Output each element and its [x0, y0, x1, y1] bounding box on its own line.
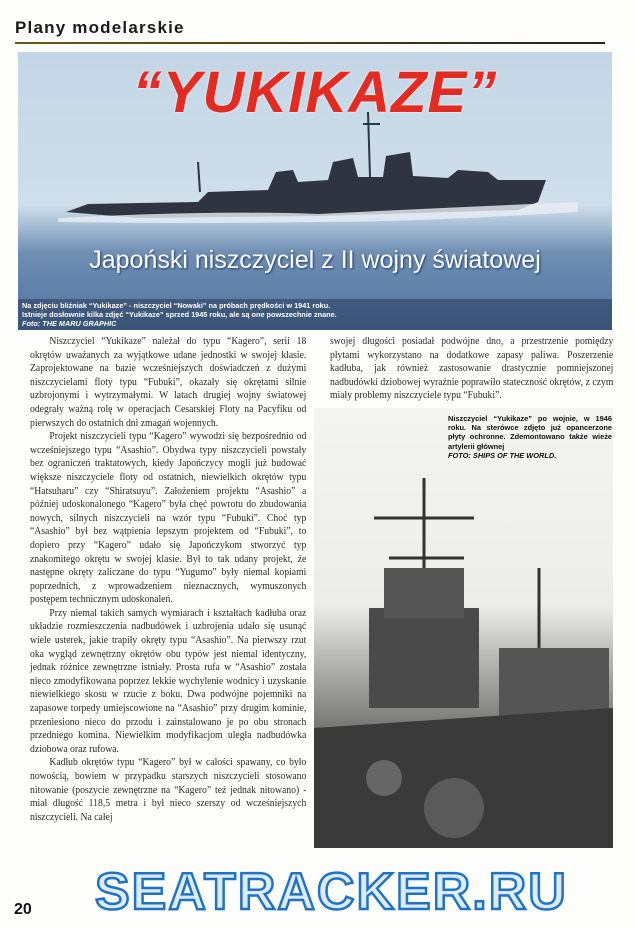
article-right-column: [330, 335, 613, 403]
article-subtitle: Japoński niszczyciel z II wojny światowej: [89, 246, 541, 274]
paragraph: Niszczyciel “Yukikaze” należał do typu “Kagero”, serii 18 okrętów uważanych za wyjątkowe udane jednostki w swojej klasie. Zaprojektowane na bazie wcześniejszych doświadczeń z dużymi niszczycielami floty typu “Fubuki”, okazały się okrętami silnie uzbrojonymi i wytrzymałymi. W latach drugiej wojny światowej odegrały ważną rolę w operacjach Cesarskiej Floty na Pacyfiku od pierwszych do ostatnich dni zmagań wojennych.: [30, 335, 307, 429]
article-title: “YUKIKAZE”: [132, 60, 498, 125]
hero-caption-line: Istnieje dosłownie kilka zdjęć “Yukikaze” sprzed 1945 roku, ale są one powszechnie znane.: [22, 310, 337, 319]
paragraph: Kadłub okrętów typu “Kagero” był w całości spawany, co było nowością, bowiem w przypadku starszych niszczycieli stosowano nitowanie (poszycie zewnętrzne na “Kagero” też jednak nitowano) - miał długość 118,5 metra i był nieco szerszy od wcześniejszych niszczycieli. Na całej: [30, 756, 307, 823]
watermark: SEATRACKER.RU: [95, 863, 568, 921]
hero-caption: [18, 299, 612, 330]
photo-caption: [448, 414, 612, 460]
hero-credit: Foto: THE MARU GRAPHIC: [22, 319, 117, 328]
page-number: 20: [14, 901, 32, 918]
destroyer-bow-photo: [314, 408, 613, 848]
postwar-photo: [314, 408, 613, 848]
paragraph: swojej długości posiadał podwójne dno, a przestrzenie pomiędzy płytami wykorzystano na dodatkowe zapasy paliwa. Poszerzenie kadłuba, jak również zastosowanie drastycznie pomniejszonej nadbudówki dziobowej wyraźnie poprawiło stateczność okrętów, z czym miały problemy niszczyciele typu “Fubuki”.: [330, 335, 614, 402]
photo-credit: FOTO: SHIPS OF THE WORLD.: [448, 450, 557, 460]
header-rule: [15, 42, 605, 44]
hero-caption-line: Na zdjęciu bliźniak “Yukikaze” - niszczyciel “Nowaki” na próbach prędkości w 1941 roku.: [22, 301, 331, 310]
paragraph: Przy niemal takich samych wymiarach i kształtach kadłuba oraz układzie rozmieszczenia nadbudówek i uzbrojenia udało się usunąć wiele usterek, jakie trapiły okręty typu “Asashio”. Na pierwszy rzut oka wygląd zewnętrzny okrętów obu typów jest niemal identyczny, jednak różnice zewnętrzne istniały. Prosta rufa w “Asashio” została nieco zmodyfikowana poprzez lekkie wychylenie wodnicy i uzyskanie niewielkiego skosu w rzucie z boku. Dwa podwójne pojemniki na zapasowe torpedy umiejscowione na “Asashio” przy drugim kominie, przeniesiono nieco do przodu i zainstalowano je po obu stronach przedniego komina. Niewielkim modyfikacjom uległa nadbudówka dziobowa oraz rufowa.: [30, 606, 307, 755]
article-left-column: [30, 335, 306, 824]
hero-photo: [18, 52, 612, 330]
paragraph: Projekt niszczycieli typu “Kagero” wywodzi się bezpośrednio od wcześniejszego typu “Asashio”. Obydwa typy niszczycieli powstały bez ograniczeń traktatowych, kiedy Japończycy mogli już budować większe niszczyciele floty od ostatnich, niewielkich okrętów typu “Hatsuharu” czy “Shiratsuyu”. Założeniem projektu “Asashio” a później udoskonalonego “Kagero” była chęć powrotu do zbudowania nowych, silnych niszczycieli na wzór typu “Fubuki”. Choć typ “Asashio” był bez wątpienia lepszym projektem od “Fubuki”, to dopiero przy “Kagero” udało się Japończykom stworzyć typ znakomitego okrętu w swojej klasie. Był to tak udany projekt, że następne okręty zaliczane do typu “Yugumo” były niemal kopiami poprzednich, z wprowadzeniem nieznacznych, wymuszonych postępem technicznym udoskonaleń.: [30, 430, 307, 606]
photo-caption-text: Niszczyciel “Yukikaze” po wojnie, w 1946 roku. Na sterówce zdjęto już opancerzone płyty ochronne. Zdemontowano także wieże artylerii głównej: [448, 414, 612, 451]
section-title: Plany modelarskie: [15, 18, 185, 37]
